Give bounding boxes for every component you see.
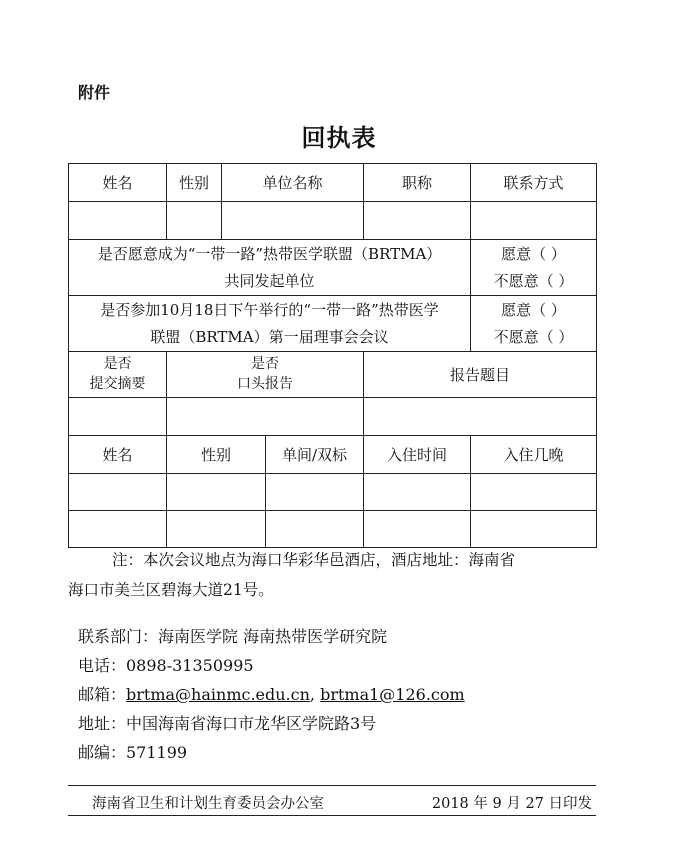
lodging-checkin-cell[interactable] [364,474,471,511]
unit-name-cell[interactable] [222,202,364,240]
header-name: 姓名 [69,164,167,202]
attachment-label: 附件 [78,83,111,102]
question-founding-unit [69,240,471,296]
lodging-nights-cell[interactable] [471,511,597,548]
receipt-form-table [68,163,597,436]
contact-email-row [78,680,465,709]
lodging-checkin-cell[interactable] [364,511,471,548]
question-founding-line2: 共同发起单位 [224,271,315,290]
option-unwilling[interactable]: 不愿意（ ） [493,327,574,346]
venue-note [68,545,596,605]
lodging-header-nights: 入住几晚 [471,436,597,474]
report-header-row [69,352,597,398]
header-gender: 性别 [167,164,222,202]
lodging-gender-cell[interactable] [167,474,266,511]
page-title: 回执表 [301,123,377,152]
question-founding-line1: 是否愿意成为“一带一路”热带医学联盟（BRTMA） [97,245,442,264]
header-submit-line1: 是否 [103,355,132,372]
footer [92,792,592,813]
name-cell[interactable] [69,202,167,240]
email-label: 邮箱： [78,685,127,704]
option-unwilling[interactable]: 不愿意（ ） [493,271,574,290]
note-line2: 海口市美兰区碧海大道21号。 [68,581,274,599]
lodging-table [68,435,597,548]
table-header-row [69,164,597,202]
lodging-name-cell[interactable] [69,474,167,511]
oral-report-cell[interactable] [167,398,364,436]
question-council-meeting [69,296,471,352]
lodging-header-room-type: 单间/双标 [266,436,364,474]
header-contact: 联系方式 [471,164,597,202]
lodging-header-gender: 性别 [167,436,266,474]
header-submit-line2: 提交摘要 [89,375,146,392]
footer-issuer: 海南省卫生和计划生育委员会办公室 [92,796,324,812]
lodging-header-row [69,436,597,474]
question-council-line2: 联盟（BRTMA）第一届理事会会议 [150,327,389,346]
lodging-nights-cell[interactable] [471,474,597,511]
header-oral-line2: 口头报告 [237,375,293,392]
header-unit-name: 单位名称 [222,164,364,202]
footer-top-rule [68,785,596,786]
header-oral-line1: 是否 [251,355,279,372]
footer-bottom-rule [68,815,596,816]
lodging-room-type-cell[interactable] [266,511,364,548]
email-link-primary[interactable]: brtma@hainmc.edu.cn [126,685,310,704]
contact-address: 地址：中国海南省海口市龙华区学院路3号 [78,714,377,733]
header-oral-report [167,352,364,398]
lodging-gender-cell[interactable] [167,511,266,548]
option-willing[interactable]: 愿意（ ） [501,245,566,264]
header-job-title: 职称 [364,164,471,202]
contact-postcode: 邮编：571199 [78,743,188,762]
footer-date: 2018 年 9 月 27 日印发 [431,796,592,812]
question-row-council-meeting [69,296,597,352]
table-row [69,511,597,548]
contact-cell[interactable] [471,202,597,240]
lodging-name-cell[interactable] [69,511,167,548]
email-link-secondary[interactable]: brtma1@126.com [320,685,465,704]
lodging-room-type-cell[interactable] [266,474,364,511]
question-row-founding-unit [69,240,597,296]
option-willing[interactable]: 愿意（ ） [501,301,566,320]
answer-founding-unit[interactable] [471,240,597,296]
question-council-line1: 是否参加10月18日下午举行的“一带一路”热带医学 [100,301,439,320]
contact-department: 联系部门：海南医学院 海南热带医学研究院 [78,627,388,646]
gender-cell[interactable] [167,202,222,240]
answer-council-meeting[interactable] [471,296,597,352]
table-row [69,474,597,511]
note-line1: 注：本次会议地点为海口华彩华邑酒店，酒店地址：海南省 [112,551,516,569]
contact-phone: 电话：0898-31350995 [78,656,254,675]
job-title-cell[interactable] [364,202,471,240]
contact-info [78,622,465,767]
header-submit-abstract [69,352,167,398]
table-row [69,202,597,240]
table-row [69,398,597,436]
lodging-header-checkin: 入住时间 [364,436,471,474]
lodging-header-name: 姓名 [69,436,167,474]
report-topic-cell[interactable] [364,398,597,436]
header-report-topic: 报告题目 [364,352,597,398]
email-separator: , [309,685,321,704]
submit-abstract-cell[interactable] [69,398,167,436]
